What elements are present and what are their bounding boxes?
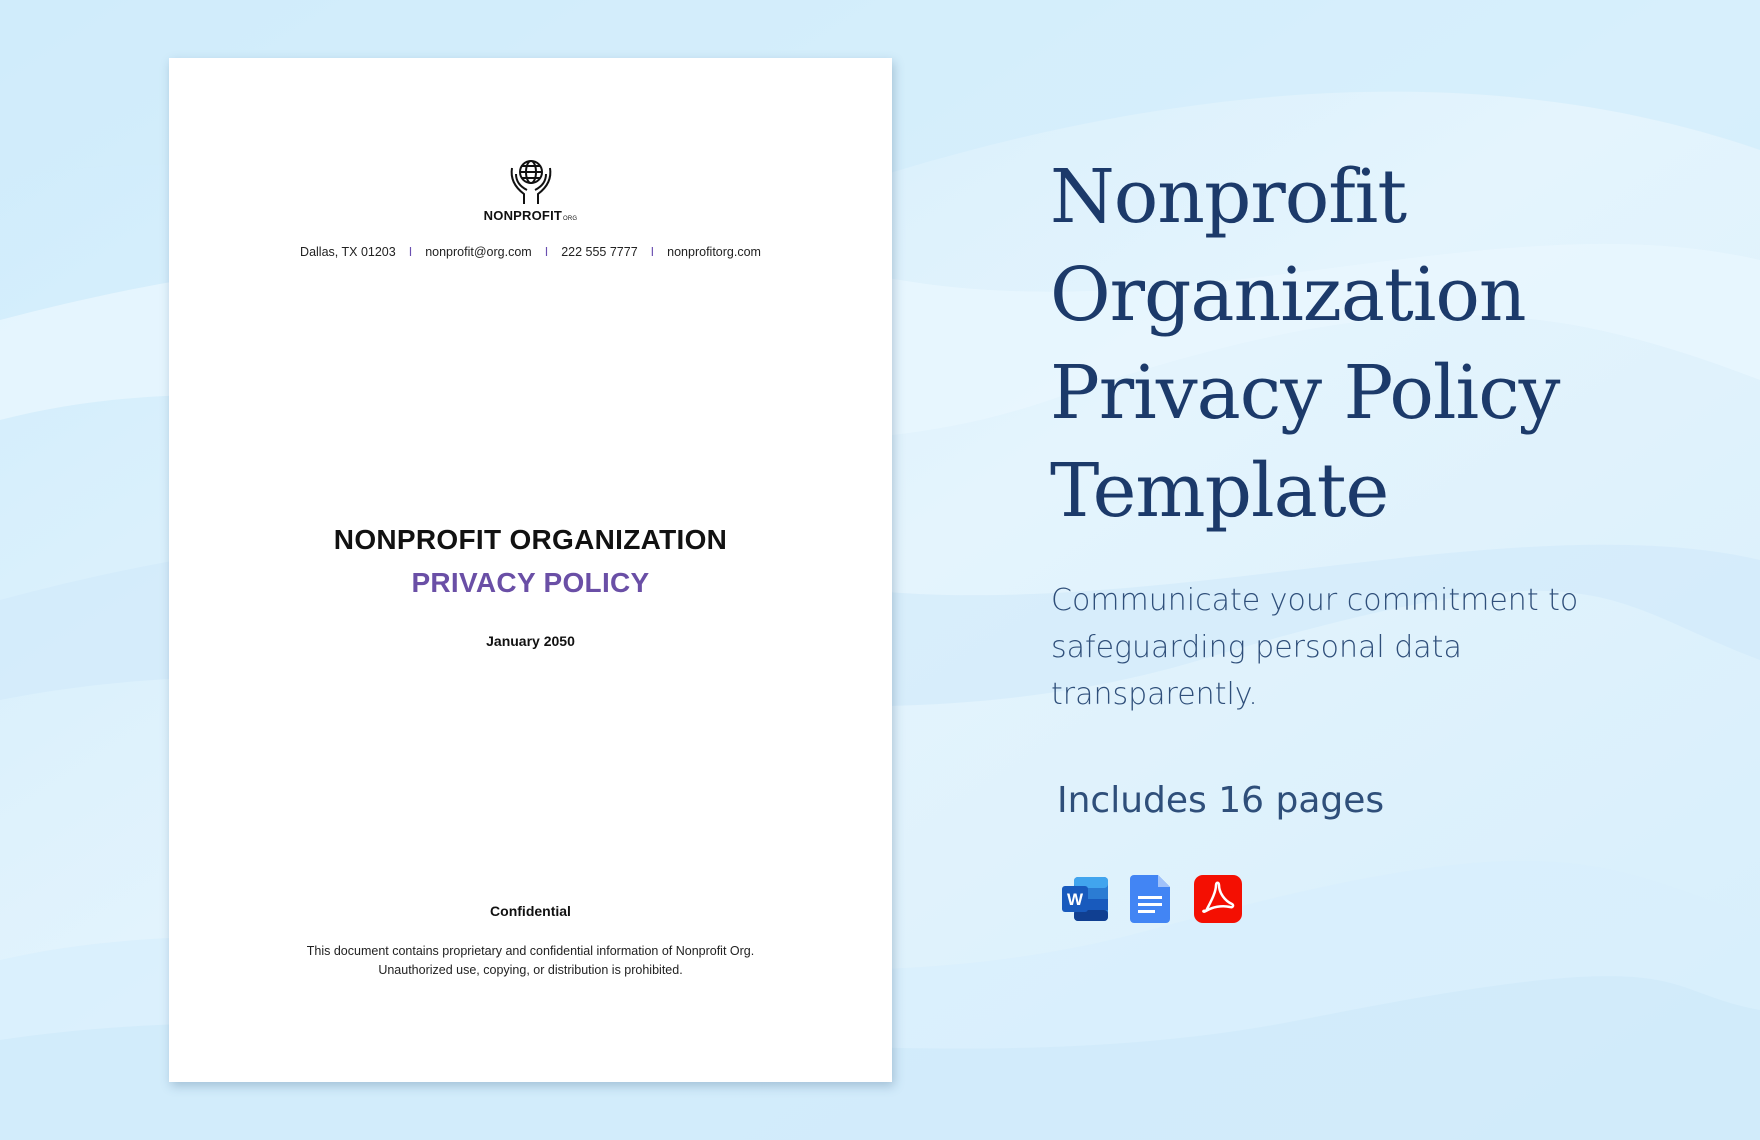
word-icon[interactable]: [1060, 873, 1112, 925]
promo-description-line: safeguarding personal data: [1051, 630, 1462, 665]
google-docs-icon[interactable]: [1126, 873, 1178, 925]
contact-separator: I: [408, 245, 413, 259]
promo-title-line: Organization: [1050, 252, 1526, 338]
promo-title-line: Template: [1050, 448, 1389, 534]
contact-phone: 222 555 7777: [561, 245, 638, 259]
promo-description-line: transparently.: [1051, 677, 1258, 712]
confidential-label: Confidential: [490, 903, 571, 919]
format-icons: [1060, 873, 1244, 925]
contact-address: Dallas, TX 01203: [300, 245, 396, 259]
page-count-label: Includes 16 pages: [1057, 780, 1385, 821]
promo-description: [1051, 577, 1691, 718]
promo-title-line: Privacy Policy: [1050, 350, 1560, 436]
document-date: January 2050: [486, 633, 575, 649]
organization-logo: [169, 158, 892, 223]
pdf-icon[interactable]: [1192, 873, 1244, 925]
contact-email: nonprofit@org.com: [425, 245, 532, 259]
document-subtitle: PRIVACY POLICY: [411, 567, 650, 598]
contact-website: nonprofitorg.com: [667, 245, 761, 259]
globe-hands-icon: [508, 158, 554, 206]
notice-line: Unauthorized use, copying, or distribution is prohibited.: [378, 963, 683, 977]
contact-separator: I: [544, 245, 549, 259]
promo-title-line: Nonprofit: [1050, 154, 1407, 240]
word-icon-letter: W: [1066, 890, 1084, 909]
notice-line: This document contains proprietary and confidential information of Nonprofit Org.: [306, 944, 755, 958]
contact-line: [169, 245, 892, 259]
promo-description-line: Communicate your commitment to: [1051, 583, 1579, 618]
document-cover-page: [169, 58, 892, 1082]
confidential-notice: [169, 942, 892, 980]
contact-separator: I: [650, 245, 655, 259]
logo-wordmark: NONPROFITORG: [483, 208, 578, 223]
promo-title: [1050, 148, 1740, 540]
document-title: NONPROFIT ORGANIZATION: [333, 524, 728, 555]
